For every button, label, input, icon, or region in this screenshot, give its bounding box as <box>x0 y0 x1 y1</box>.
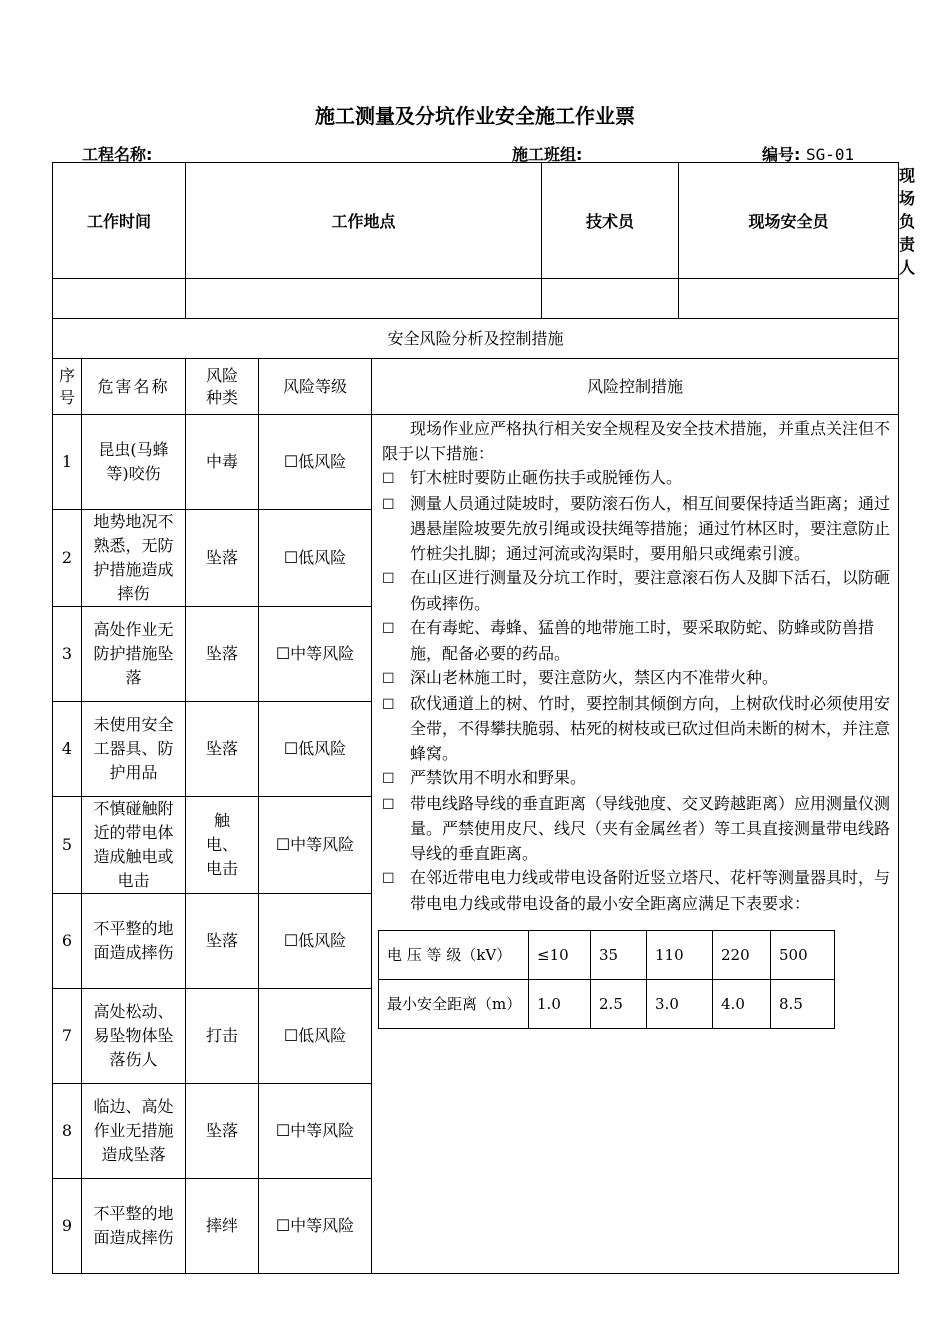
measure-item: ☐ 带电线路导线的垂直距离（导线弛度、交叉跨越距离）应用测量仪测量。严禁使用皮尺、线尺（夹有金属丝者）等工具直接测量带电线路导线的垂直距离。 <box>382 793 891 863</box>
hazard-name: 临边、高处作业无措施造成坠落 <box>82 1084 186 1179</box>
hazard-name: 昆虫(马蜂等)咬伤 <box>82 415 186 510</box>
measure-item: ☐ 测量人员通过陡坡时，要防滚石伤人，相互间要保持适当距离；通过遇悬崖险坡要先放引绳或设扶绳等措施；通过竹林区时，要注意防止竹桩尖扎脚；通过河流或沟渠时，要用船只或绳索引渡。 <box>382 493 891 563</box>
safety-officer-value <box>679 279 899 319</box>
hazard-name: 不平整的地面造成摔伤 <box>82 1179 186 1274</box>
hazard-level: ☐低风险 <box>259 510 372 607</box>
hazard-seq: 7 <box>53 989 82 1084</box>
control-measures <box>372 415 899 1274</box>
hazard-name: 不平整的地面造成摔伤 <box>82 894 186 989</box>
voltage-value: 220 <box>713 931 771 980</box>
checkbox-icon: ☐ <box>382 871 395 887</box>
hazard-type: 坠落 <box>186 702 259 797</box>
hazard-name: 高处作业无防护措施坠落 <box>82 607 186 702</box>
measure-item: ☐ 在有毒蛇、毒蜂、猛兽的地带施工时，要采取防蛇、防蜂或防兽措施，配备必要的药品。 <box>382 618 875 663</box>
voltage-value: 35 <box>591 931 647 980</box>
hazard-seq: 6 <box>53 894 82 989</box>
hazard-seq: 2 <box>53 510 82 607</box>
distance-value: 3.0 <box>647 980 713 1029</box>
hazard-type: 中毒 <box>186 415 259 510</box>
checkbox-icon: ☐ <box>382 571 395 587</box>
checkbox-icon: ☐ <box>382 496 395 513</box>
min-distance-label: 最小安全距离（m） <box>379 980 529 1029</box>
hazard-seq: 3 <box>53 607 82 702</box>
hazard-seq: 4 <box>53 702 82 797</box>
checkbox-icon: ☐ <box>382 471 395 487</box>
hazard-type: 坠落 <box>186 1084 259 1179</box>
construction-team-label: 施工班组: <box>512 145 583 164</box>
measure-item: ☐ 深山老林施工时，要注意防火，禁区内不准带火种。 <box>382 666 890 692</box>
project-name-label: 工程名称: <box>82 145 153 164</box>
hazard-type: 坠落 <box>186 607 259 702</box>
section-title: 安全风险分析及控制措施 <box>53 319 899 359</box>
hazard-type: 坠落 <box>186 510 259 607</box>
distance-value: 4.0 <box>713 980 771 1029</box>
seq-header: 序号 <box>53 359 82 415</box>
hazard-level: ☐中等风险 <box>259 1179 372 1274</box>
measures-intro: 现场作业应严格执行相关安全规程及安全技术措施，并重点关注但不限于以下措施： <box>382 419 891 463</box>
distance-value: 2.5 <box>591 980 647 1029</box>
hazard-name: 高处松动、易坠物体坠落伤人 <box>82 989 186 1084</box>
checkbox-icon: ☐ <box>382 671 395 687</box>
hazard-type: 摔绊 <box>186 1179 259 1274</box>
voltage-value: 500 <box>771 931 835 980</box>
hazard-level: ☐低风险 <box>259 702 372 797</box>
checkbox-icon: ☐ <box>382 771 395 787</box>
checkbox-icon: ☐ <box>382 696 395 713</box>
distance-value: 1.0 <box>529 980 591 1029</box>
voltage-value: ≤10 <box>529 931 591 980</box>
measure-item: ☐ 砍伐通道上的树、竹时，要控制其倾倒方向，上树砍伐时必须使用安全带，不得攀扶脆弱、枯死的树枝或已砍过但尚未断的树木，并注意蜂窝。 <box>382 693 891 763</box>
checkbox-icon: ☐ <box>382 621 395 637</box>
hazard-level: ☐低风险 <box>259 894 372 989</box>
measure-item: ☐ 在邻近带电电力线或带电设备附近竖立塔尺、花杆等测量器具时，与带电电力线或带电设备的最小安全距离应满足下表要求： <box>382 868 891 913</box>
hazard-seq: 5 <box>53 797 82 894</box>
voltage-level-label: 电 压 等 级（kV） <box>379 931 529 980</box>
hazard-type: 坠落 <box>186 894 259 989</box>
work-location-header: 工作地点 <box>186 163 542 279</box>
hazard-level: ☐中等风险 <box>259 607 372 702</box>
hazard-level: ☐中等风险 <box>259 1084 372 1179</box>
technician-value <box>542 279 679 319</box>
hazard-seq: 8 <box>53 1084 82 1179</box>
hazard-level: ☐低风险 <box>259 415 372 510</box>
work-time-value <box>53 279 186 319</box>
hazard-name: 未使用安全工器具、防护用品 <box>82 702 186 797</box>
work-ticket-table: 工作时间 工作地点 技术员 现场安全员 现场负责人 安全风险分析及控制措施 序号 危害名称 风险种类 风险等级 风险控制措施 1 昆虫(马蜂等)咬伤 中毒 ☐低风险 现场作业应严格执行相关安全规程及安全技术措施，并重点关注但不限于以下措施： ☐ 钉木桩时要防止砸伤扶手或脱锤伤人。 ☐ 测量人员通过陡坡时，要防滚石伤人，相互间要保持适当距离；通过遇悬崖险坡要先放引绳或设扶绳等措施；通过竹林区时，要注意防止竹桩尖扎脚；通过河流或沟渠时，要用船只或绳索引渡。 ☐ 在山区进行测量及分坑工作时，要注意滚石伤人及脚下活石，以防砸伤或摔伤。 ☐ 在有毒蛇、毒蜂、猛兽的地带施工时，要采取防蛇、防蜂或防兽措施，配备必要的药品。 ☐ 深山老林施工时，要注意防火，禁区内不准带火种。 ☐ 砍伐通道上的树、竹时，要控制其倾倒方向，上树砍伐时必须使用安全带，不得攀扶脆弱、枯死的树枝或已砍过但尚未断的树木，并注意蜂窝。 ☐ 严禁饮用不明水和野果。 ☐ 带电线路导线的垂直距离（导线弛度、交叉跨越距离）应用测量仪测量。严禁使用皮尺、线尺（夹有金属丝者）等工具直接测量带电线路导线的垂直距离。 ☐ 在邻近带电电力线或带电设备附近竖立塔尺、花杆等测量器具时，与带电电力线或带电设备的最小安全距离应满足下表要求： 电 压 等 级（kV） ≤10 35 110 220 500 最小安全距离（m） 1.0 2.5 3.0 4.0 8.5 2 地势地况不熟悉，无防护措施造成摔伤 坠落 ☐低风险 3 高处作业无防护措施坠落 坠落 ☐中等风险 4 未使用安全工器具、防护用品 坠落 ☐低风险 5 不慎碰触附近的带电体造成触电或电击 触电、电击 ☐中等风险 6 不平整的地面造成摔伤 坠落 ☐低风险 7 高处松动、易坠物体坠落伤人 打击 ☐低风险 8 临边、高处作业无措施造成坠落 坠落 ☐中等风险 9 不平整的地面造成摔伤 摔绊 ☐中等风险 <box>52 162 899 1274</box>
safety-officer-header: 现场安全员 <box>679 163 899 279</box>
hazard-level: ☐低风险 <box>259 989 372 1084</box>
measure-item: ☐ 钉木桩时要防止砸伤扶手或脱锤伤人。 <box>382 466 890 492</box>
page-title: 施工测量及分坑作业安全施工作业票 <box>315 104 635 128</box>
risk-type-header: 风险种类 <box>186 359 259 415</box>
voltage-value: 110 <box>647 931 713 980</box>
work-time-header: 工作时间 <box>53 163 186 279</box>
ticket-number-label: 编号: <box>762 145 801 164</box>
hazard-name: 地势地况不熟悉，无防护措施造成摔伤 <box>82 510 186 607</box>
work-location-value <box>186 279 542 319</box>
measure-item: ☐ 在山区进行测量及分坑工作时，要注意滚石伤人及脚下活石，以防砸伤或摔伤。 <box>382 568 891 613</box>
measure-item: ☐ 严禁饮用不明水和野果。 <box>382 766 890 792</box>
hazard-seq: 1 <box>53 415 82 510</box>
control-measures-header: 风险控制措施 <box>372 359 899 415</box>
checkbox-icon: ☐ <box>382 796 395 813</box>
minimum-safe-distance-table <box>378 930 835 1029</box>
hazard-level: ☐中等风险 <box>259 797 372 894</box>
risk-level-header: 风险等级 <box>259 359 372 415</box>
distance-value: 8.5 <box>771 980 835 1029</box>
hazard-seq: 9 <box>53 1179 82 1274</box>
ticket-number-value: SG-01 <box>805 145 855 164</box>
hazard-type: 触电、电击 <box>186 797 259 894</box>
hazard-name-header: 危害名称 <box>82 359 186 415</box>
hazard-type: 打击 <box>186 989 259 1084</box>
technician-header: 技术员 <box>542 163 679 279</box>
hazard-name: 不慎碰触附近的带电体造成触电或电击 <box>82 797 186 894</box>
